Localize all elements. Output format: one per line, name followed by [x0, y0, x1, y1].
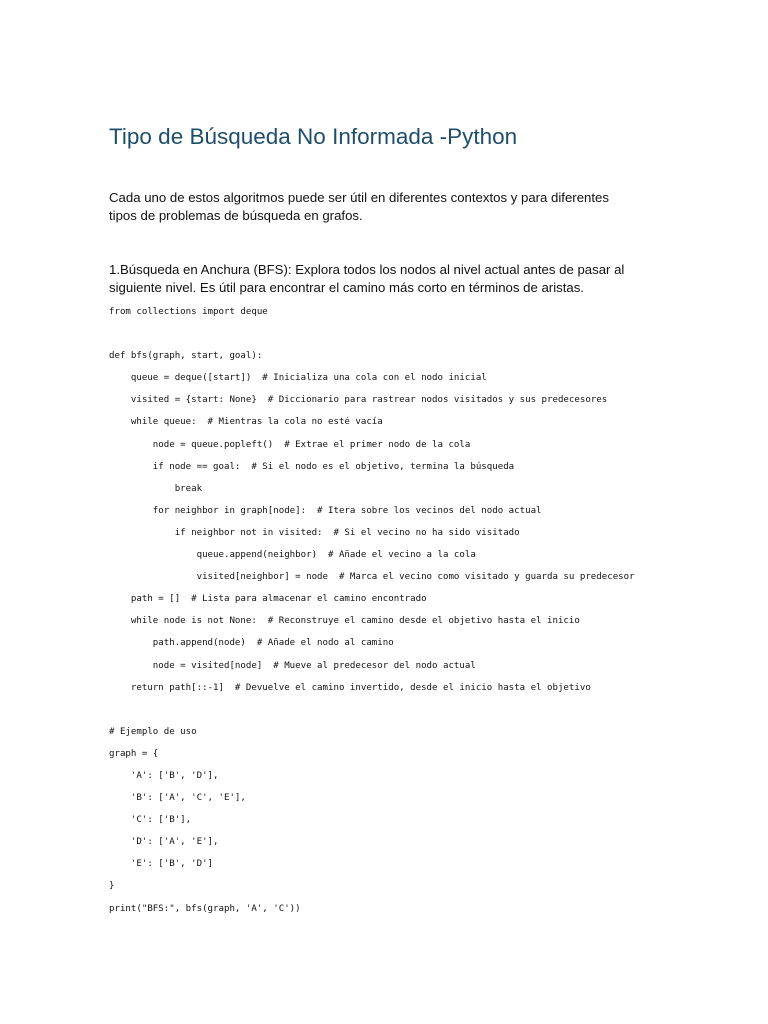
code-block	[109, 306, 635, 925]
code-line: while node is not None: # Reconstruye el camino desde el objetivo hasta el inicio	[109, 616, 580, 627]
code-line: queue = deque([start]) # Inicializa una cola con el nodo inicial	[109, 373, 487, 384]
code-line: # Ejemplo de uso	[109, 726, 197, 737]
code-line: return path[::-1] # Devuelve el camino invertido, desde el inicio hasta el objetivo	[109, 682, 591, 693]
code-line: print("BFS:", bfs(graph, 'A', 'C'))	[109, 903, 301, 914]
code-line: if node == goal: # Si el nodo es el objetivo, termina la búsqueda	[109, 461, 515, 472]
section-line: siguiente nivel. Es útil para encontrar el camino más corto en términos de aristas.	[109, 280, 584, 295]
code-line: visited[neighbor] = node # Marca el vecino como visitado y guarda su predecesor	[109, 572, 635, 583]
intro-line: Cada uno de estos algoritmos puede ser útil en diferentes contextos y para diferentes	[109, 190, 609, 205]
code-line: 'D': ['A', 'E'],	[109, 837, 219, 848]
document-title: Tipo de Búsqueda No Informada -Python	[109, 124, 518, 149]
code-line: from collections import deque	[109, 307, 268, 317]
code-line	[109, 704, 635, 726]
section-line: 1.Búsqueda en Anchura (BFS): Explora todos los nodos al nivel actual antes de pasar al	[109, 262, 625, 277]
bfs-section-paragraph	[109, 261, 669, 297]
code-line	[109, 328, 635, 350]
intro-line: tipos de problemas de búsqueda en grafos.	[109, 208, 363, 223]
code-line: visited = {start: None} # Diccionario para rastrear nodos visitados y sus predecesores	[109, 395, 608, 406]
code-line: if neighbor not in visited: # Si el vecino no ha sido visitado	[109, 527, 520, 538]
code-line: 'A': ['B', 'D'],	[109, 770, 219, 781]
code-line: 'B': ['A', 'C', 'E'],	[109, 793, 246, 804]
code-line: break	[109, 483, 203, 494]
code-line: graph = {	[109, 748, 159, 759]
code-line: queue.append(neighbor) # Añade el vecino a la cola	[109, 550, 476, 561]
code-line: while queue: # Mientras la cola no esté vacía	[109, 417, 383, 428]
code-line: 'C': ['B'],	[109, 815, 192, 826]
intro-paragraph	[109, 189, 669, 225]
code-line: node = queue.popleft() # Extrae el primer nodo de la cola	[109, 439, 471, 450]
code-line: def bfs(graph, start, goal):	[109, 351, 263, 362]
code-line: path.append(node) # Añade el nodo al camino	[109, 638, 394, 649]
code-line: 'E': ['B', 'D']	[109, 859, 214, 870]
code-line: path = [] # Lista para almacenar el camino encontrado	[109, 594, 427, 605]
code-line: }	[109, 881, 115, 892]
code-line: node = visited[node] # Mueve al predecesor del nodo actual	[109, 660, 476, 671]
code-line: for neighbor in graph[node]: # Itera sobre los vecinos del nodo actual	[109, 505, 542, 516]
